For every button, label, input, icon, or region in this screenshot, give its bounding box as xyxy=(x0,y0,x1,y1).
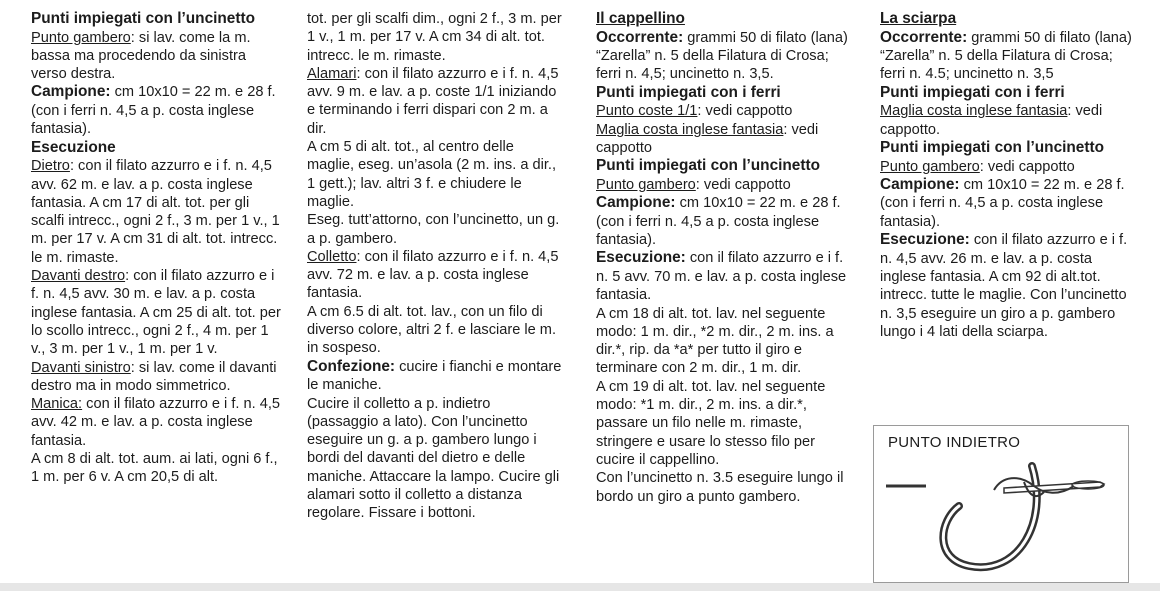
column-3 xyxy=(596,10,849,506)
punto-indietro-figure xyxy=(873,425,1129,583)
paragraph-confezione xyxy=(307,358,562,395)
text-esecuzione-2: con il filato azzurro e i f. n. 4,5 avv. 26 m. e lav. a p. costa inglese fantasia. A cm 92 di alt.tot. intrecc. tutte le maglie. Con l’uncinetto n. 3,5 eseguire un giro a p. gambero lungo i 4 lati della sciarpa. xyxy=(880,232,1128,340)
label-colletto: Colletto xyxy=(307,248,357,265)
text-dietro: : con il filato azzurro e i f. n. 4,5 avv. 62 m. e lav. a p. costa inglese fantasia. A cm 17 di alt. tot. per gli scalfi intrecc., ogni 2 f., 3 m. per 1 v., 1 m. per 17 v. A cm 31 di alt. tot. intrecc. le m. rimaste. xyxy=(31,158,280,266)
column-1 xyxy=(31,10,281,487)
section-title-cappellino: Il cappellino xyxy=(596,10,685,27)
heading-crochet-stitches-3: Punti impiegati con l’uncinetto xyxy=(880,138,1105,156)
paragraph-maglia-costa xyxy=(596,121,849,158)
text-esecuzione: con il filato azzurro e i f. n. 5 avv. 70 m. e lav. a p. costa inglese fantasia. xyxy=(596,250,847,304)
text-punto-gambero: : si lav. come la m. bassa ma procedendo da sinistra verso destra. xyxy=(31,29,251,83)
label-maglia-costa: Maglia costa inglese fantasia xyxy=(596,121,784,138)
text-punto-coste: : vedi cappotto xyxy=(697,103,793,120)
paragraph-punto-coste xyxy=(596,102,849,120)
label-esecuzione-2: Esecuzione: xyxy=(880,231,970,249)
label-campione: Campione: xyxy=(31,83,111,101)
heading-knitting-stitches-2: Punti impiegati con i ferri xyxy=(880,83,1065,101)
text-occorrente: grammi 50 di filato (lana) “Zarella” n. 5 della Filatura di Crosa; ferri n. 4,5; uncinetto n. 3,5. xyxy=(596,29,848,83)
text-davanti-destro: : con il filato azzurro e i f. n. 4,5 avv. 30 m. e lav. a p. costa inglese fantasia. A cm 25 di alt. tot. per lo scollo intrecc., ogni 2 f., 4 m. per 1 v., 3 m. per 1 v., 1 m. per 1 v. xyxy=(31,268,281,358)
backstitch-diagram-icon xyxy=(874,426,1130,584)
label-campione-2: Campione: xyxy=(596,194,676,212)
text-davanti-sinistro: : si lav. come il davanti destro ma in modo simmetrico. xyxy=(31,359,277,394)
paragraph-esecuzione xyxy=(596,249,849,304)
paragraph-campione xyxy=(31,83,281,138)
text-campione-2: cm 10x10 = 22 m. e 28 f. (con i ferri n. 4,5 a p. costa inglese fantasia). xyxy=(596,195,841,249)
paragraph-campione-3 xyxy=(880,176,1136,231)
heading-crochet-stitches-2: Punti impiegati con l’uncinetto xyxy=(596,157,821,175)
paragraph-manica xyxy=(31,395,281,450)
paragraph-punto-gambero-3 xyxy=(880,158,1136,176)
text-campione: cm 10x10 = 22 m. e 28 f. (con i ferri n. 4,5 a p. costa inglese fantasia). xyxy=(31,84,276,138)
text-maglia-costa-2: : vedi cappotto. xyxy=(880,103,1103,138)
label-manica: Manica: xyxy=(31,396,83,413)
paragraph-maglia-costa-2 xyxy=(880,102,1136,139)
label-dietro: Dietro xyxy=(31,158,70,175)
paragraph-punto-gambero xyxy=(31,29,281,84)
page-bottom-bar xyxy=(0,583,1160,591)
column-2 xyxy=(307,10,562,523)
paragraph-continuation: tot. per gli scalfi dim., ogni 2 f., 3 m. per 1 v., 1 m. per 17 v. A cm 34 di alt. tot. intrecc. le m. rimaste. xyxy=(307,11,562,64)
paragraph-asola: A cm 5 di alt. tot., al centro delle maglie, eseg. un’asola (2 m. ins. a dir., 1 gett.); lav. altri 3 f. e chiudere le maglie. xyxy=(307,139,557,210)
paragraph-punto-gambero-2 xyxy=(596,176,849,194)
text-punto-gambero-3: : vedi cappotto xyxy=(979,158,1075,175)
column-4 xyxy=(880,10,1136,341)
heading-crochet-stitches: Punti impiegati con l’uncinetto xyxy=(31,10,256,27)
paragraph-colletto-2: A cm 6.5 di alt. tot. lav., con un filo di diverso colore, altri 2 f. e lasciare le m. in sospeso. xyxy=(307,303,556,357)
label-punto-gambero: Punto gambero xyxy=(31,29,131,46)
heading-knitting-stitches: Punti impiegati con i ferri xyxy=(596,83,781,101)
paragraph-cm19: A cm 19 di alt. tot. lav. nel seguente modo: *1 m. dir., 2 m. ins. a dir.*, passare un filo nelle m. rimaste, stringere e usare lo stesso filo per cucire il cappellino. xyxy=(596,378,826,468)
label-punto-gambero-2: Punto gambero xyxy=(596,176,696,193)
label-occorrente: Occorrente: xyxy=(596,28,684,46)
figure-title: PUNTO INDIETRO xyxy=(888,434,1021,451)
text-occorrente-2: grammi 50 di filato (lana) “Zarella” n. 5 della Filatura di Crosa; ferri n. 4.5; uncinetto n. 3,5 xyxy=(880,29,1132,83)
paragraph-dietro xyxy=(31,157,281,267)
paragraph-davanti-destro xyxy=(31,267,281,358)
paragraph-esecuzione-2 xyxy=(880,231,1136,341)
paragraph-bordo: Eseg. tutt’attorno, con l’uncinetto, un g. a p. gambero. xyxy=(307,212,560,247)
label-davanti-sinistro: Davanti sinistro xyxy=(31,359,131,376)
label-campione-3: Campione: xyxy=(880,175,960,193)
section-title-sciarpa: La sciarpa xyxy=(880,10,957,27)
paragraph-occorrente xyxy=(596,29,849,84)
label-confezione: Confezione: xyxy=(307,357,396,375)
text-punto-gambero-2: : vedi cappotto xyxy=(695,176,791,193)
text-colletto: : con il filato azzurro e i f. n. 4,5 avv. 72 m. e lav. a p. costa inglese fantasia. xyxy=(307,248,559,302)
paragraph-confezione-2: Cucire il colletto a p. indietro (passaggio a lato). Con l’uncinetto eseguire un g. a p. gambero lungo i bordi del davanti del dietro e delle maniche. Attaccare la lampo. Cucire gli alamari sotto il colletto a distanza regolare. Fissare i bottoni. xyxy=(307,395,560,522)
paragraph-manica-2: A cm 8 di alt. tot. aum. ai lati, ogni 6 f., 1 m. per 6 v. A cm 20,5 di alt. xyxy=(31,451,278,486)
label-occorrente-2: Occorrente: xyxy=(880,28,968,46)
text-maglia-costa: : vedi cappotto xyxy=(596,121,819,156)
text-confezione: cucire i fianchi e montare le maniche. xyxy=(307,358,562,394)
paragraph-cm18: A cm 18 di alt. tot. lav. nel seguente modo: 1 m. dir., *2 m. dir., 2 m. ins. a dir.*, rip. da *a* per tutto il giro e terminare con 2 m. dir., 1 m. dir. xyxy=(596,305,834,377)
label-maglia-costa-2: Maglia costa inglese fantasia xyxy=(880,103,1068,120)
text-manica: con il filato azzurro e i f. n. 4,5 avv. 42 m. e lav. a p. costa inglese fantasia. xyxy=(31,396,281,449)
paragraph-campione-2 xyxy=(596,194,849,249)
paragraph-colletto xyxy=(307,248,562,303)
label-davanti-destro: Davanti destro xyxy=(31,268,126,285)
text-alamari: : con il filato azzurro e i f. n. 4,5 avv. 9 m. e lav. a p. coste 1/1 iniziando e terminando i ferri dispari con 2 m. a dir. xyxy=(307,65,559,137)
label-punto-coste: Punto coste 1/1 xyxy=(596,103,698,120)
label-punto-gambero-3: Punto gambero xyxy=(880,158,980,175)
label-esecuzione: Esecuzione: xyxy=(596,249,686,267)
label-alamari: Alamari xyxy=(307,65,357,82)
heading-esecuzione: Esecuzione xyxy=(31,138,116,156)
paragraph-occorrente-2 xyxy=(880,29,1136,84)
paragraph-bordo-gambero: Con l’uncinetto n. 3.5 eseguire lungo il bordo un giro a punto gambero. xyxy=(596,470,844,505)
paragraph-alamari xyxy=(307,65,562,138)
text-campione-3: cm 10x10 = 22 m. e 28 f. (con i ferri n. 4,5 a p. costa inglese fantasia). xyxy=(880,176,1125,230)
paragraph-davanti-sinistro xyxy=(31,359,281,396)
